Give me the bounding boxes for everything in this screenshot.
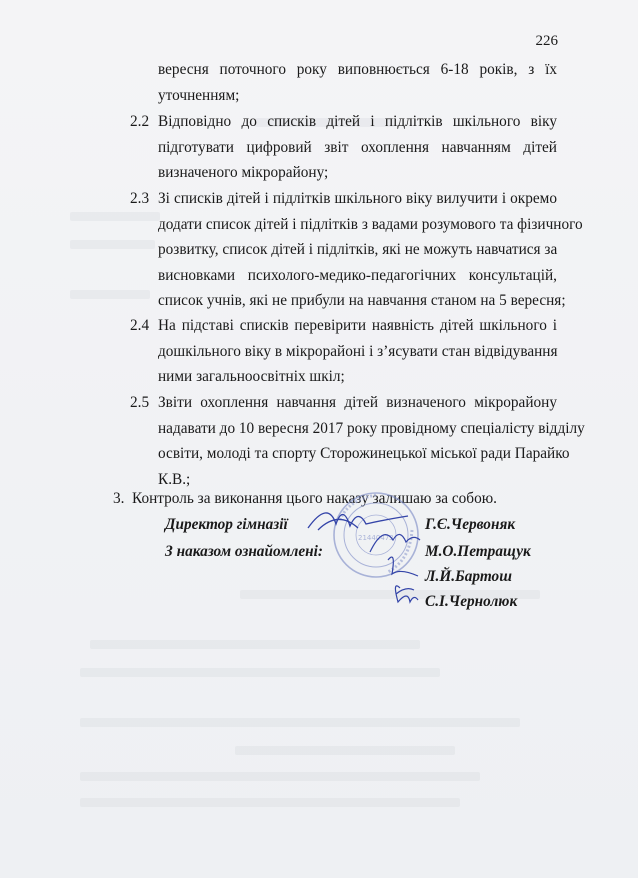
item-text: [158, 313, 557, 390]
director-title: Директор гімназії: [165, 516, 288, 533]
text-line: освіти, молоді та спорту Сторожинецької міської ради Парайко: [158, 445, 570, 462]
item-text: [158, 57, 557, 108]
bleed-through: [80, 668, 440, 677]
item-text: [158, 390, 585, 492]
item-number: 2.5: [130, 394, 150, 411]
text-line: підготувати цифровий звіт охоплення навчанням дітей: [158, 138, 557, 156]
page-number: 226: [535, 33, 558, 49]
bleed-through: [70, 290, 150, 299]
item-text: [158, 109, 557, 186]
signatory-name: С.І.Чернолюк: [425, 593, 518, 610]
stamp-code: 21440473: [358, 534, 394, 542]
text-line: дошкільного віку в мікрорайоні і з’ясувати стан відвідування: [158, 342, 558, 360]
item-text: Контроль за виконання цього наказу залишаю за собою.: [132, 490, 497, 507]
text-line: ними загальноосвітніх шкіл;: [158, 368, 345, 385]
text-line: Відповідно до списків дітей і підлітків шкільного віку: [158, 113, 557, 130]
text-line: На підставі списків перевірити наявність дітей шкільного і: [158, 317, 557, 334]
text-line: висновками психолого-медико-педагогічних консультацій,: [158, 266, 557, 284]
text-line: визначеного мікрорайону;: [158, 164, 329, 181]
official-stamp: [334, 493, 418, 577]
bleed-through: [80, 798, 460, 807]
text-line: додати список дітей і підлітків з вадами розумового та фізичного: [158, 215, 583, 233]
text-line: розвитку, список дітей і підлітків, які не можуть навчатися за: [158, 241, 558, 258]
item-number: 2.2: [130, 113, 150, 130]
acquainted-title: З наказом ознайомлені:: [165, 543, 323, 560]
director-name: Г.Є.Червоняк: [425, 516, 516, 533]
director-signature: [308, 513, 408, 530]
text-line: надавати до 10 вересня 2017 року провідному спеціалісту відділу: [158, 419, 585, 437]
signatory-name: Л.Й.Бартош: [425, 568, 512, 585]
bleed-through: [70, 212, 160, 221]
text-line: список учнів, які не прибули на навчання станом на 5 вересня;: [158, 292, 566, 309]
item-number: 3.: [113, 490, 125, 507]
item-number: 2.3: [130, 190, 150, 207]
bleed-through: [70, 240, 155, 249]
bleed-through: [90, 640, 420, 649]
text-line: К.В.;: [158, 470, 191, 488]
bleed-through: [80, 718, 520, 727]
bleed-through: [235, 746, 455, 755]
text-line: уточненням;: [158, 86, 240, 104]
signatory-name: М.О.Петращук: [425, 543, 531, 560]
bleed-through: [80, 772, 480, 781]
text-line: Зі списків дітей і підлітків шкільного віку вилучити і окремо: [158, 190, 557, 207]
text-line: Звіти охоплення навчання дітей визначеного мікрорайону: [158, 394, 557, 411]
text-line: вересня поточного року виповнюється 6-18 років, з їх: [158, 61, 557, 78]
item-number: 2.4: [130, 317, 150, 334]
item-text: [158, 186, 583, 314]
chernoliuk-signature: [395, 586, 418, 602]
